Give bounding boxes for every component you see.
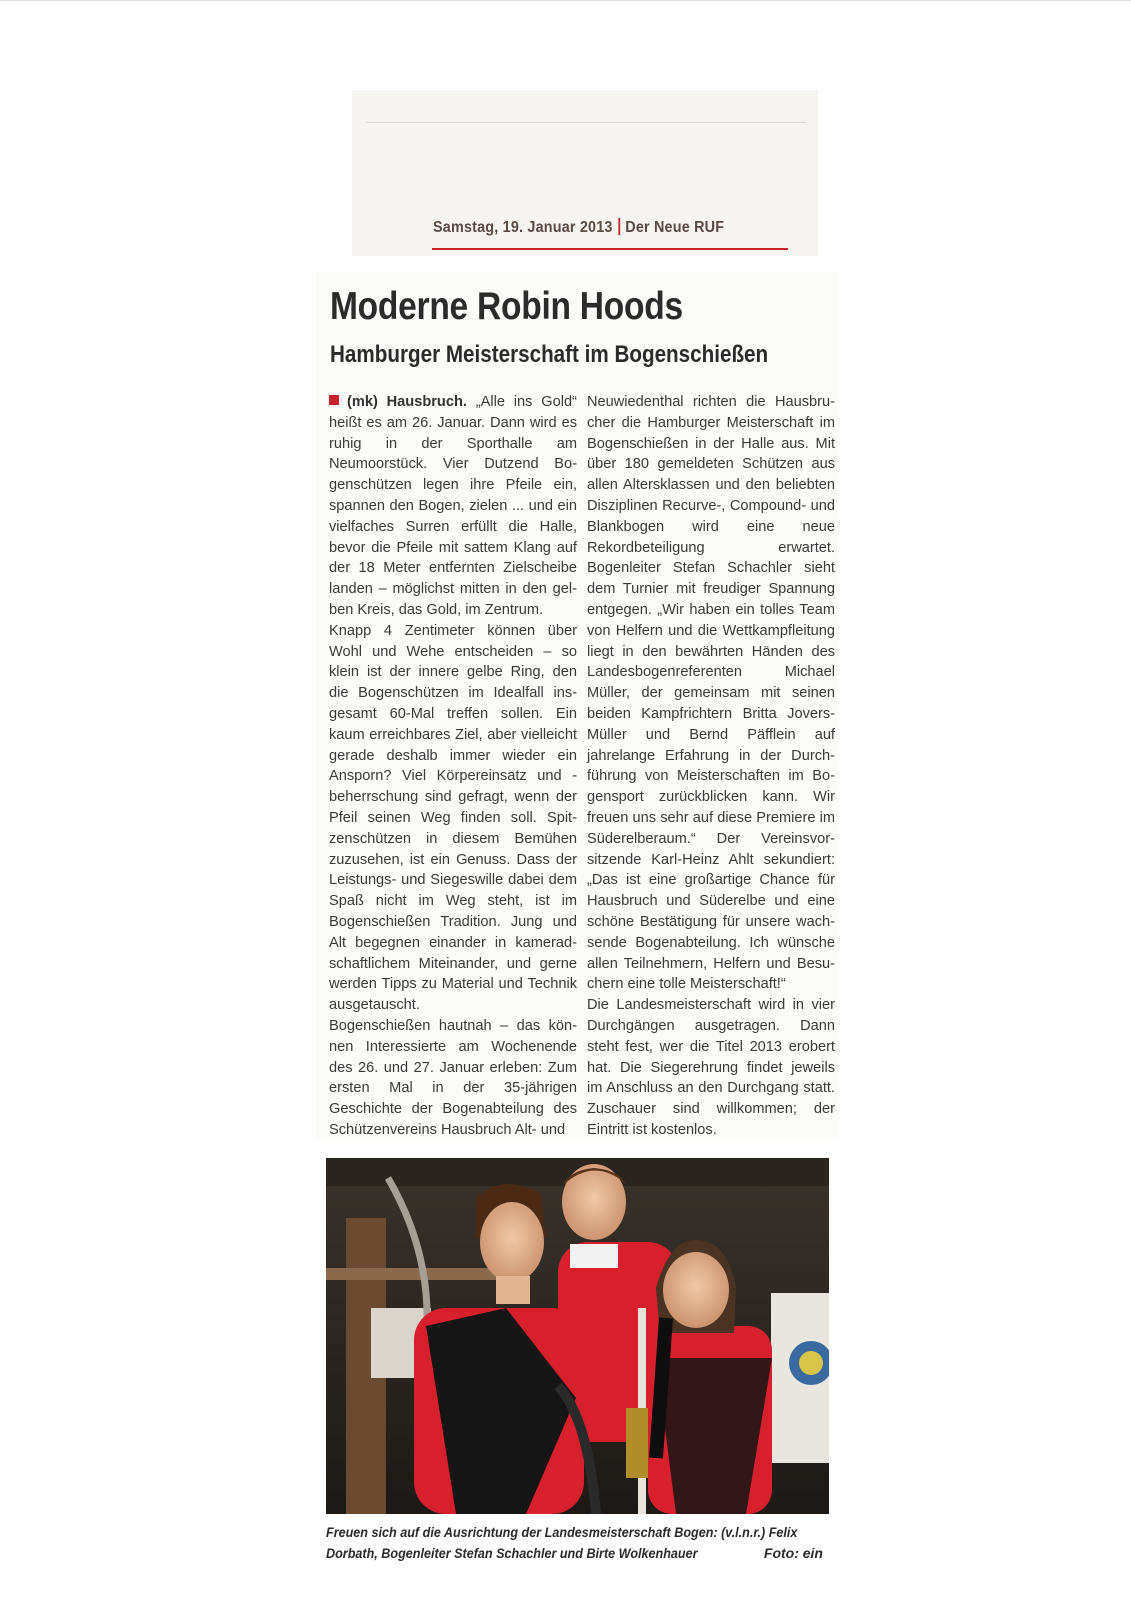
header-rule [432, 248, 788, 250]
photo-credit: Foto: ein [763, 1545, 823, 1561]
dateline-separator [618, 218, 620, 235]
paragraph-1 [329, 392, 577, 621]
paragraph-3: Bogenschießen hautnah – das können Interessierte am Wochenende des 26. und 27. Januar erleben: Zum ersten Mal in der 35-jährigen Geschichte der Bogenabteilung des Schützenvereins Hausbruch Alt- und [329, 1017, 577, 1138]
caption-line-2: Dorbath, Bogenleiter Stefan Schachler und Birte Wolkenhauer [326, 1545, 698, 1561]
scan-edge [0, 0, 1131, 1]
paragraph-2: Knapp 4 Zentimeter können über Wohl und Wehe entscheiden – so klein ist der innere gelbe Ring, den die Bogenschützen im Idealfall insgesamt 60-Mal treffen sollen. Ein kaum erreichbares Ziel, aber vielleicht gerade deshalb immer wieder ein Ansporn? Viel Körpereinsatz und -beherrschung sind gefragt, wenn der Pfeil seinen Weg finden soll. Spitzenschützen in diesem Bemühen zuzusehen, ist ein Genuss. Dass der Leistungs- und Siegeswille dabei dem Spaß nicht im Weg steht, ist im Bogenschießen Tradition. Jung und Alt begegnen einander in kameradschaftlichem Miteinander, und gerne werden Tipps zu Material und Technik ausgetauscht. [329, 622, 577, 1014]
article-headline: Moderne Robin Hoods [330, 285, 683, 328]
article-photo [326, 1158, 829, 1514]
square-bullet-icon [329, 395, 339, 405]
issue-date: Samstag, 19. Januar 2013 [433, 219, 613, 236]
article-subheadline: Hamburger Meisterschaft im Bogenschießen [330, 341, 769, 368]
fold-line [366, 122, 806, 123]
paragraph-5: Die Landesmeisterschaft wird in vier Durchgängen ausgetragen. Dann steht fest, wer die Titel 2013 erobert hat. Die Siegerehrung findet jeweils im Anschluss an den Durchgang statt. Zuschauer sind willkommen; der Eintritt ist kostenlos. [587, 997, 835, 1138]
article-column-right [587, 392, 835, 1141]
paragraph-1-text: „Alle ins Gold“ heißt es am 26. Januar. Dann wird es ruhig in der Sporthalle am Neumoorstück. Vier Dutzend Bogenschützen legen ihre Pfeile ein, spannen den Bogen, zielen ... und ein vielfaches Surren erfüllt die Halle, bevor die Pfeile mit sattem Klang auf der 18 Meter entfernten Zielscheibe landen – möglichst mitten in den gelben Kreis, das Gold, im Zentrum. [329, 394, 577, 618]
dateline [433, 218, 759, 237]
publication-name: Der Neue RUF [625, 219, 725, 236]
paragraph-4: Neuwiedenthal richten die Hausbrucher die Hamburger Meisterschaft im Bogenschießen in der Halle aus. Mit über 180 gemeldeten Schützen aus allen Altersklassen und den beliebten Disziplinen Recurve-, Compound- und Blankbogen wird eine neue Rekordbeteiligung erwartet. Bogenleiter Stefan Schachler sieht dem Turnier mit freudiger Spannung entgegen. „Wir haben ein tolles Team von Helfern und die Wettkampfleitung liegt in den bewährten Händen des Landesbogenreferenten Michael Müller, der gemeinsam mit seinen beiden Kampfrichtern Britta Jovers-Müller und Bernd Päfflein auf jahrelange Erfahrung in der Durchführung von Meisterschaften im Bogensport zurückblicken kann. Wir freuen uns sehr auf diese Premiere im Süderelberaum.“ Der Vereinsvorsitzende Karl-Heinz Ahlt sekundiert: „Das ist eine großartige Chance für Hausbruch und Süderelbe und eine schöne Bestätigung für unsere wachsende Bogenabteilung. Ich wünsche allen Teilnehmern, Helfern und Besuchern eine tolle Meisterschaft!“ [587, 394, 835, 993]
archers-photo-illustration [326, 1158, 829, 1514]
caption-line-1: Freuen sich auf die Ausrichtung der Landesmeisterschaft Bogen: (v.l.n.r.) Felix [326, 1524, 798, 1540]
article-byline: (mk) Hausbruch. [347, 394, 467, 410]
article-column-left [329, 392, 577, 1141]
photo-caption [326, 1522, 831, 1564]
